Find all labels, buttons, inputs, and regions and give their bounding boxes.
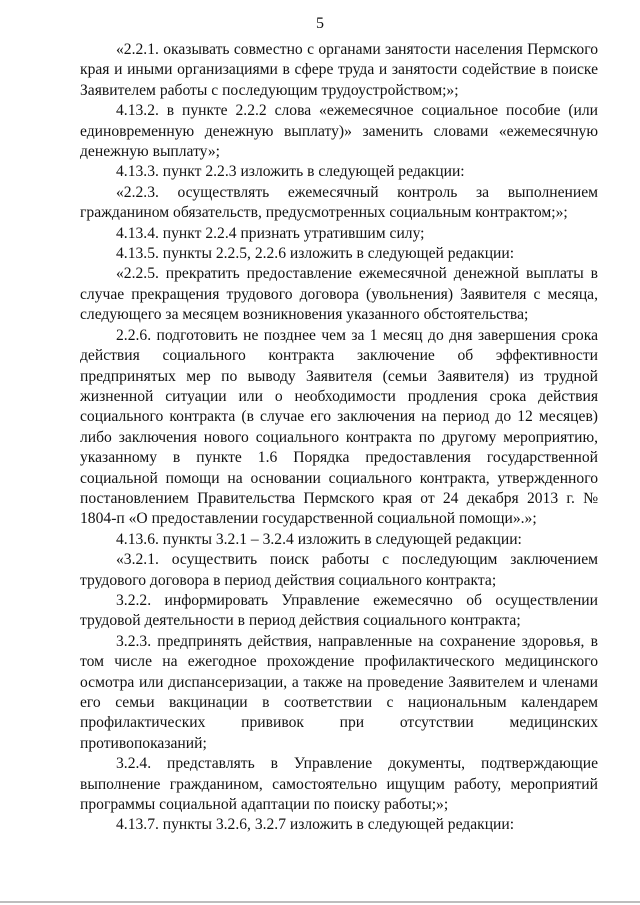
paragraph: 3.2.4. представлять в Управление документы, подтверждающие выполнение гражданином, самостоятельно ищущим работу, мероприятий программы социальной адаптации по поиску работы;»; <box>80 755 598 814</box>
paragraph: «2.2.1. оказывать совместно с органами занятости населения Пермского края и иными организациями в сфере труда и занятости содействие в поиске Заявителем работы с последующим трудоустройством;»; <box>80 41 598 99</box>
paragraph: «3.2.1. осуществить поиск работы с последующим заключением трудового договора в период действия социального контракта; <box>80 551 598 589</box>
paragraph: 3.2.3. предпринять действия, направленные на сохранение здоровья, в том числе на ежегодное прохождение профилактического медицинского осмотра или диспансеризации, а также на проведение Заявителем и членами его семьи вакцинации в соответствии с национальным календарем профилактических прививок при отсутствии медицинских противопоказаний; <box>80 632 598 752</box>
scan-edge <box>0 901 640 903</box>
paragraph: «2.2.3. осуществлять ежемесячный контроль за выполнением гражданином обязательств, предусмотренных социальным контрактом;»; <box>80 183 598 222</box>
paragraph: 4.13.3. пункт 2.2.3 изложить в следующей редакции: <box>116 163 465 181</box>
page-number: 5 <box>316 15 324 32</box>
paragraph: 4.13.6. пункты 3.2.1 – 3.2.4 изложить в следующей редакции: <box>116 530 522 548</box>
paragraph: 4.13.2. в пункте 2.2.2 слова «ежемесячное социальное пособие (или единовременную денежную выплату)» заменить словами «ежемесячную денежную выплату»; <box>80 102 598 161</box>
paragraph: 3.2.2. информировать Управление ежемесячно об осуществлении трудовой деятельности в период действия социального контракта; <box>80 591 598 630</box>
paragraph: 4.13.7. пункты 3.2.6, 3.2.7 изложить в следующей редакции: <box>116 816 515 834</box>
document-body <box>80 40 598 836</box>
paragraph: 2.2.6. подготовить не позднее чем за 1 месяц до дня завершения срока действия социального контракта заключение об эффективности предпринятых мер по выводу Заявителя (семьи Заявителя) из трудной жизненной ситуации или о необходимости продления срока действия социального контракта (в случае его заключения на период до 12 месяцев) либо заключения нового социального контракта по другому мероприятию, указанному в пункте 1.6 Порядка предоставления государственной социальной помощи на основании социального контракта, утвержденного постановлением Правительства Пермского края от 24 декабря 2013 г. № 1804-п «О предоставлении государственной социальной помощи».»; <box>80 326 598 528</box>
paragraph: «2.2.5. прекратить предоставление ежемесячной денежной выплаты в случае прекращения трудового договора (увольнения) Заявителя с месяца, следующего за месяцем возникновения указанного обстоятельства; <box>80 265 598 324</box>
paragraph: 4.13.4. пункт 2.2.4 признать утратившим силу; <box>116 224 425 242</box>
paragraph: 4.13.5. пункты 2.2.5, 2.2.6 изложить в следующей редакции: <box>116 245 515 263</box>
